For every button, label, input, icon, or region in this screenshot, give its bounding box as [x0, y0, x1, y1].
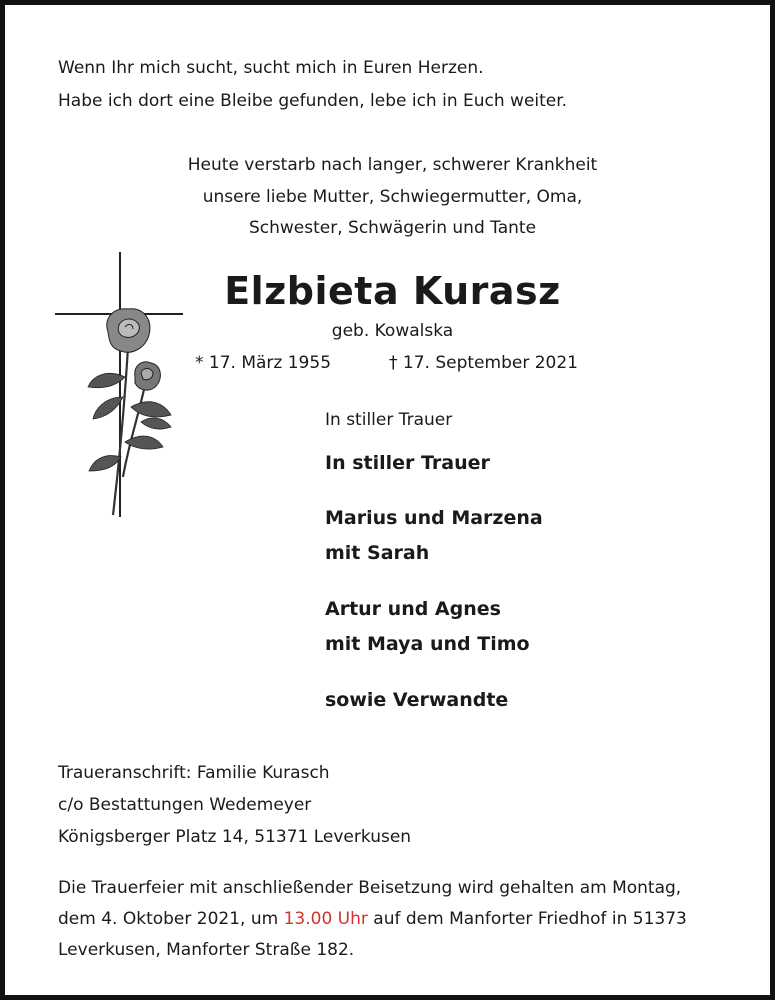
address-line-1: Traueranschrift: Familie Kurasch: [58, 763, 330, 783]
announcement-line-3: Leverkusen, Manforter Straße 182.: [58, 940, 355, 960]
announcement-line-1: Die Trauerfeier mit anschließender Beisetzung wird gehalten am Montag,: [58, 878, 682, 898]
announcement-line-2: [58, 908, 687, 930]
intro-line-1: Heute verstarb nach langer, schwerer Krankheit: [187, 155, 598, 175]
announcement-line-2-start: dem 4. Oktober 2021, um: [58, 909, 284, 929]
family-2-line-2: mit Maya und Timo: [325, 633, 530, 655]
birth-name: geb. Kowalska: [331, 321, 454, 341]
family-1-line-2: mit Sarah: [325, 542, 430, 564]
announcement-line-2-end: auf dem Manforter Friedhof in 51373: [367, 909, 687, 929]
intro-line-3: Schwester, Schwägerin und Tante: [248, 218, 537, 238]
ceremony-time: 13.00 Uhr: [283, 909, 368, 929]
other-relatives: sowie Verwandte: [325, 689, 509, 711]
mourning-intro-bold: In stiller Trauer: [325, 452, 490, 474]
mourning-intro-small: In stiller Trauer: [325, 410, 453, 430]
family-2-line-1: Artur und Agnes: [325, 598, 501, 620]
birth-date: * 17. März 1955: [195, 353, 332, 373]
intro-line-2: unsere liebe Mutter, Schwiegermutter, Oma,: [202, 187, 583, 207]
family-1-line-1: Marius und Marzena: [325, 507, 543, 529]
address-line-3: Königsberger Platz 14, 51371 Leverkusen: [58, 827, 412, 847]
motto-line-2: Habe ich dort eine Bleibe gefunden, lebe ich in Euch weiter.: [58, 91, 568, 111]
motto-line-1: Wenn Ihr mich sucht, sucht mich in Euren Herzen.: [58, 58, 484, 78]
death-date: † 17. September 2021: [389, 353, 578, 373]
address-line-2: c/o Bestattungen Wedemeyer: [58, 795, 312, 815]
deceased-name: Elzbieta Kurasz: [224, 269, 561, 313]
